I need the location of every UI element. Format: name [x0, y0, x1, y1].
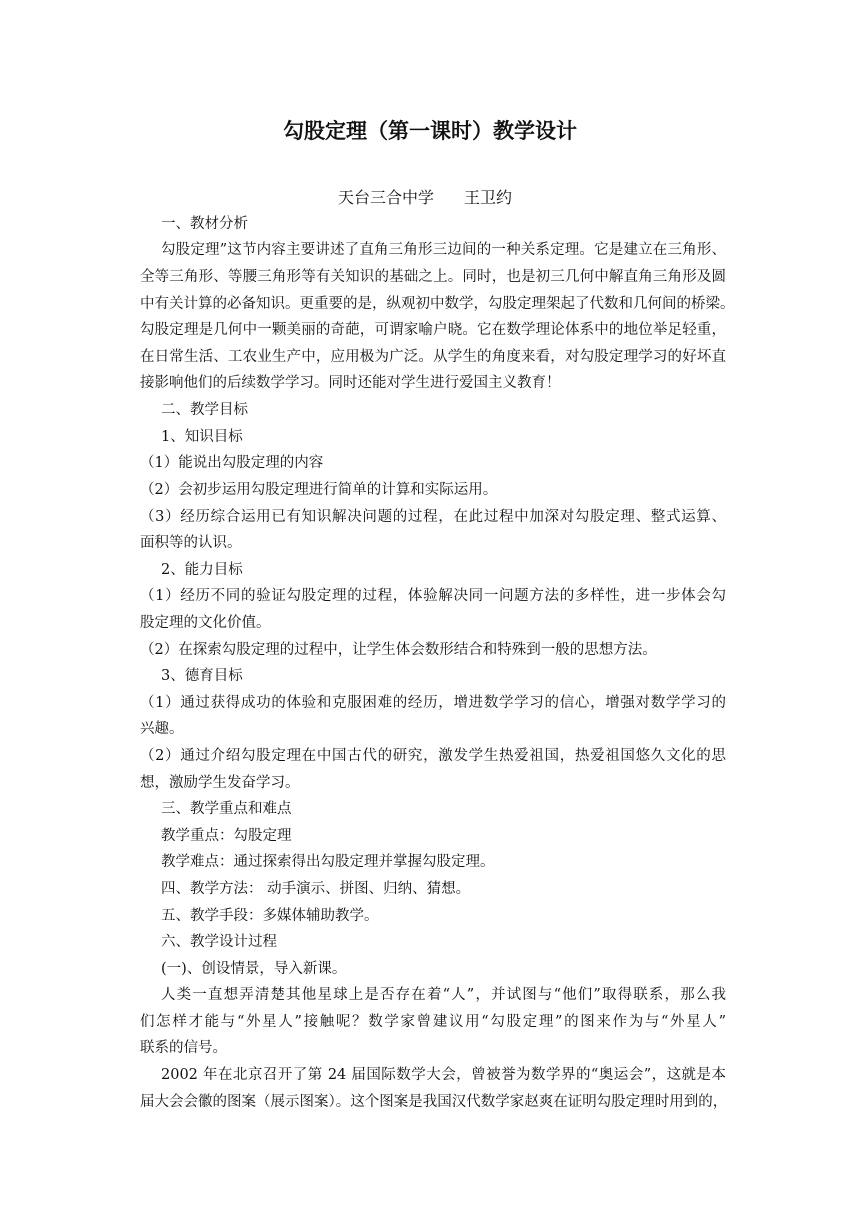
body-line: 中有关计算的必备知识。更重要的是，纵观初中数学，勾股定理架起了代数和几何间的桥梁。 [140, 296, 735, 312]
author-line [338, 187, 512, 209]
subsection-heading: 2、能力目标 [161, 562, 243, 578]
body-line: 接影响他们的后续数学学习。同时还能对学生进行爱国主义教育！ [140, 375, 561, 391]
body-line: 届大会会徽的图案（展示图案）。这个图案是我国汉代数学家赵爽在证明勾股定理时用到的， [140, 1094, 728, 1110]
body-line: 全等三角形、等腰三角形等有关知识的基础之上。同时，也是初三几何中解直角三角形及圆 [140, 269, 726, 285]
subsection-heading: 3、德育目标 [161, 668, 243, 684]
list-item: （2）会初步运用勾股定理进行简单的计算和实际运用。 [140, 482, 498, 498]
body-line: 在日常生活、工农业生产中，应用极为广泛。从学生的角度来看，对勾股定理学习的好坏直 [140, 349, 726, 365]
author-school: 天台三合中学 [338, 188, 435, 207]
body-line: 们怎样才能与“外星人”接触呢？数学家曾建议用“勾股定理”的图来作为与“外星人” [140, 1014, 726, 1030]
body-line: 2002 年在北京召开了第 24 届国际数学大会，曾被誉为数学界的“奥运会”，这就是本 [161, 1067, 726, 1083]
subsection-heading: (一)、创设情景，导入新课。 [161, 961, 347, 977]
section-heading: 一、教材分析 [161, 216, 248, 232]
list-item: （2）通过介绍勾股定理在中国古代的研究，激发学生热爱祖国，热爱祖国悠久文化的思 [140, 748, 726, 764]
author-name: 王卫约 [464, 188, 513, 207]
list-item-continuation: 股定理的文化价值。 [140, 615, 271, 631]
list-item: （1）经历不同的验证勾股定理的过程，体验解决同一问题方法的多样性，进一步体会勾 [140, 588, 726, 604]
body-line: 勾股定理”这节内容主要讲述了直角三角形三边间的一种关系定理。它是建立在三角形、 [161, 242, 726, 258]
body-line: 人类一直想弄清楚其他星球上是否存在着“人”，并试图与“他们”取得联系，那么我 [161, 987, 726, 1003]
section-heading: 六、教学设计过程 [161, 934, 277, 950]
document-title: 勾股定理（第一课时）教学设计 [283, 119, 577, 143]
section-heading: 三、教学重点和难点 [161, 801, 292, 817]
list-item-continuation: 面积等的认识。 [140, 535, 242, 551]
list-item: （3）经历综合运用已有知识解决问题的过程，在此过程中加深对勾股定理、整式运算、 [140, 509, 726, 525]
section-heading: 二、教学目标 [161, 402, 248, 418]
list-item: （1）能说出勾股定理的内容 [140, 455, 324, 471]
body-line: 教学难点：通过探索得出勾股定理并掌握勾股定理。 [161, 854, 495, 870]
subsection-heading: 1、知识目标 [161, 429, 243, 445]
section-heading: 五、教学手段：多媒体辅助教学。 [161, 908, 379, 924]
list-item: （2）在探索勾股定理的过程中，让学生体会数形结合和特殊到一般的思想方法。 [140, 642, 657, 658]
list-item: （1）通过获得成功的体验和克服困难的经历，增进数学学习的信心，增强对数学学习的 [140, 695, 726, 711]
body-line: 教学重点：勾股定理 [161, 828, 292, 844]
list-item-continuation: 想，激励学生发奋学习。 [140, 775, 300, 791]
list-item-continuation: 兴趣。 [140, 721, 184, 737]
body-line: 勾股定理是几何中一颗美丽的奇葩，可谓家喻户晓。它在数学理论体系中的地位举足轻重， [140, 322, 726, 338]
section-heading: 四、教学方法： 动手演示、拼图、归纳、猜想。 [161, 881, 471, 897]
body-line: 联系的信号。 [140, 1040, 227, 1056]
